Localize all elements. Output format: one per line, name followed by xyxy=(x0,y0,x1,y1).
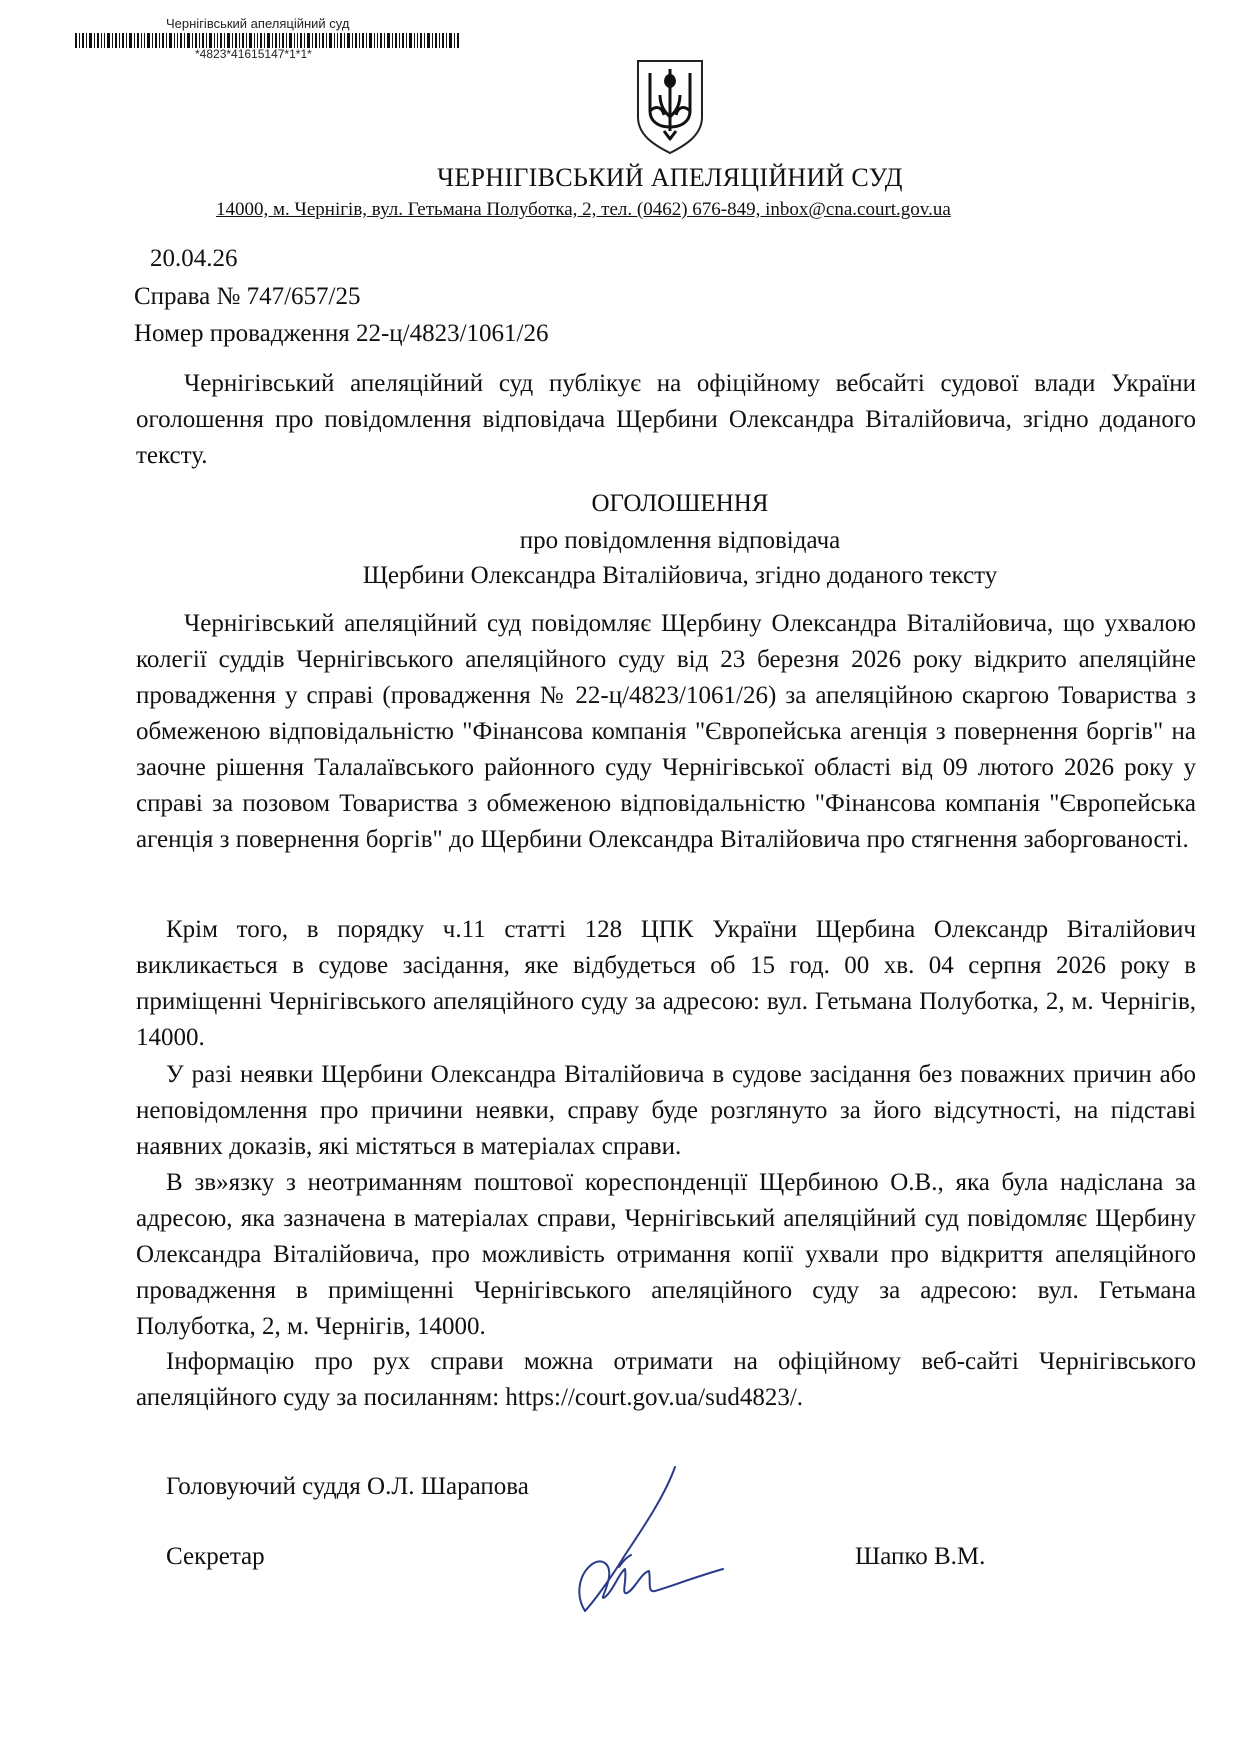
intro-paragraph: Чернігівський апеляційний суд публікує на офіційному вебсайті судової влади України оголошення про повідомлення відповідача Щербини Олександра Віталійовича, згідно доданого тексту. xyxy=(136,370,1196,469)
barcode-label: Чернігівський апеляційний суд xyxy=(166,16,350,31)
court-name: ЧЕРНІГІВСЬКИЙ АПЕЛЯЦІЙНИЙ СУД xyxy=(437,163,903,192)
body-paragraph-3: У разі неявки Щербини Олександра Віталійовича в судове засідання без поважних причин або неповідомлення про причини неявки, справу буде розглянуто за його відсутності, на підставі наявних доказів, які містяться в матеріалах справи. xyxy=(136,1061,1196,1160)
body-paragraph-5: Інформацію про рух справи можна отримати на офіційному веб-сайті Чернігівського апеляційного суду за посиланням: https://court.gov.ua/sud4823/. xyxy=(136,1348,1196,1411)
court-address: 14000, м. Чернігів, вул. Гетьмана Полуботка, 2, тел. (0462) 676-849, inbox@cna.court.gov.ua xyxy=(216,199,951,220)
announcement-title: ОГОЛОШЕННЯ xyxy=(591,490,769,517)
secretary-name: Шапко В.М. xyxy=(855,1543,986,1570)
secretary-label: Секретар xyxy=(166,1543,265,1570)
barcode xyxy=(75,33,460,48)
barcode-number: *4823*41615147*1*1* xyxy=(195,47,312,61)
document-date: 20.04.26 xyxy=(150,245,238,272)
trident-emblem-icon xyxy=(630,55,710,155)
body-paragraph-1: Чернігівський апеляційний суд повідомляє Щербину Олександра Віталійовича, що ухвалою колегії суддів Чернігівського апеляційного суду від 23 березня 2026 року відкрито апеляційне провадження у справі (провадження № 22-ц/4823/1061/26) за апеляційною скаргою Товариства з обмеженою відповідальністю "Фінансова компанія "Європейська агенція з повернення боргів" на заочне рішення Талалаївського районного суду Чернігівської області від 09 лютого 2026 року у справі за позовом Товариства з обмеженою відповідальністю "Фінансова компанія "Європейська агенція з повернення боргів" до Щербини Олександра Віталійовича про стягнення заборгованості. xyxy=(136,610,1196,853)
body-paragraph-2: Крім того, в порядку ч.11 статті 128 ЦПК України Щербина Олександр Віталійович викликається в судове засідання, яке відбудеться об 15 год. 00 хв. 04 серпня 2026 року в приміщенні Чернігівського апеляційного суду за адресою: вул. Гетьмана Полуботка, 2, м. Чернігів, 14000. xyxy=(136,916,1196,1051)
announcement-subtitle-2: Щербини Олександра Віталійовича, згідно доданого тексту xyxy=(362,562,998,589)
presiding-judge: Головуючий суддя О.Л. Шарапова xyxy=(166,1473,529,1500)
body-paragraph-4: В зв»язку з неотриманням поштової кореспонденції Щербиною О.В., яка була надіслана за адресою, яка зазначена в матеріалах справи, Чернігівський апеляційний суд повідомляє Щербину Олександра Віталійовича, про можливість отримання копії ухвали про відкриття апеляційного провадження в приміщенні Чернігівського апеляційного суду за адресою: вул. Гетьмана Полуботка, 2, м. Чернігів, 14000. xyxy=(136,1169,1196,1340)
proceeding-number: Номер провадження 22-ц/4823/1061/26 xyxy=(134,320,549,347)
case-number: Справа № 747/657/25 xyxy=(134,283,361,310)
announcement-subtitle-1: про повідомлення відповідача xyxy=(519,527,841,554)
handwritten-signature xyxy=(565,1465,725,1615)
